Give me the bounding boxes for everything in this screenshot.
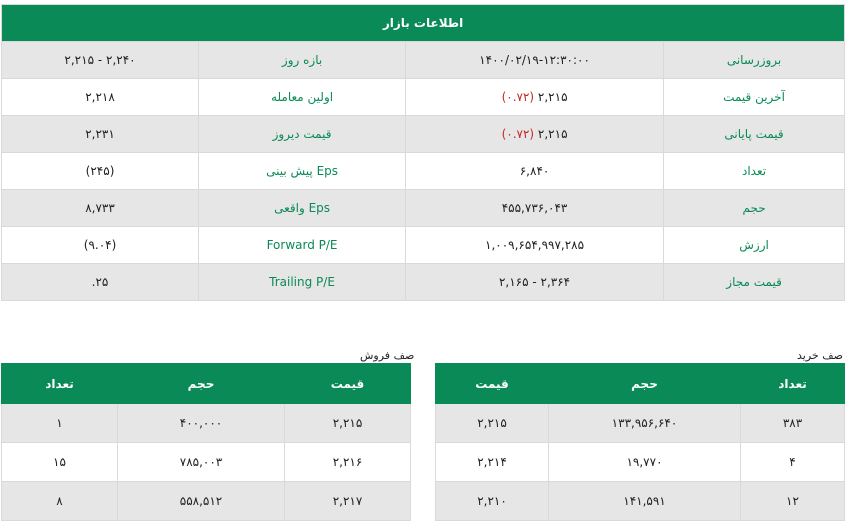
cell-volume: ۱۹,۷۷۰ — [549, 443, 741, 482]
value-eps-actual: ۸,۷۳۳ — [2, 190, 199, 227]
label-value: ارزش — [664, 227, 845, 264]
table-row — [436, 482, 845, 521]
header-price: قیمت — [285, 364, 411, 404]
closing-price-change: (۰.۷۲) — [501, 127, 535, 141]
table-row — [2, 264, 845, 301]
table-row — [2, 443, 411, 482]
label-yesterday-price: قیمت دیروز — [199, 116, 406, 153]
cell-price: ۲,۲۱۵ — [285, 404, 411, 443]
cell-price: ۲,۲۱۵ — [436, 404, 549, 443]
table-row — [2, 116, 845, 153]
cell-price: ۲,۲۱۴ — [436, 443, 549, 482]
market-info-table — [1, 4, 845, 301]
table-row — [2, 404, 411, 443]
market-info-title: اطلاعات بازار — [2, 5, 845, 42]
value-value: ۱,۰۰۹,۶۵۴,۹۹۷,۲۸۵ — [406, 227, 664, 264]
label-trailing-pe: Trailing P/E — [199, 264, 406, 301]
value-allowed-price: ۲,۳۶۴ - ۲,۱۶۵ — [406, 264, 664, 301]
cell-price: ۲,۲۱۶ — [285, 443, 411, 482]
sell-queue-caption: صف فروش — [360, 349, 415, 362]
cell-price: ۲,۲۱۰ — [436, 482, 549, 521]
value-update-time: ۱۴۰۰/۰۲/۱۹-۱۲:۳۰:۰۰ — [406, 42, 664, 79]
value-closing-price: ۲,۲۱۵ (۰.۷۲) — [406, 116, 664, 153]
value-eps-forecast: (۲۴۵) — [2, 153, 199, 190]
buy-queue-caption: صف خرید — [797, 349, 843, 362]
value-first-trade: ۲,۲۱۸ — [2, 79, 199, 116]
cell-count: ۸ — [2, 482, 118, 521]
label-eps-forecast: Eps پیش بینی — [199, 153, 406, 190]
value-trailing-pe: ۲۵. — [2, 264, 199, 301]
value-forward-pe: (۹.۰۴) — [2, 227, 199, 264]
value-day-range: ۲,۲۴۰ - ۲,۲۱۵ — [2, 42, 199, 79]
label-allowed-price: قیمت مجاز — [664, 264, 845, 301]
buy-queue-table — [435, 363, 845, 521]
header-volume: حجم — [118, 364, 285, 404]
table-row — [2, 153, 845, 190]
label-forward-pe: Forward P/E — [199, 227, 406, 264]
value-yesterday-price: ۲,۲۳۱ — [2, 116, 199, 153]
label-first-trade: اولین معامله — [199, 79, 406, 116]
table-row — [2, 227, 845, 264]
table-row — [2, 482, 411, 521]
header-price: قیمت — [436, 364, 549, 404]
cell-volume: ۷۸۵,۰۰۳ — [118, 443, 285, 482]
value-last-price: ۲,۲۱۵ (۰.۷۲) — [406, 79, 664, 116]
last-price-change: (۰.۷۲) — [501, 90, 535, 104]
table-row — [2, 42, 845, 79]
cell-volume: ۱۴۱,۵۹۱ — [549, 482, 741, 521]
table-row — [436, 443, 845, 482]
cell-count: ۱ — [2, 404, 118, 443]
label-closing-price: قیمت پایانی — [664, 116, 845, 153]
cell-price: ۲,۲۱۷ — [285, 482, 411, 521]
label-trade-count: تعداد — [664, 153, 845, 190]
label-day-range: بازه روز — [199, 42, 406, 79]
label-volume: حجم — [664, 190, 845, 227]
value-trade-count: ۶,۸۴۰ — [406, 153, 664, 190]
cell-volume: ۵۵۸,۵۱۲ — [118, 482, 285, 521]
header-volume: حجم — [549, 364, 741, 404]
table-row — [436, 404, 845, 443]
label-update-time: بروزرسانی — [664, 42, 845, 79]
sell-queue-table — [1, 363, 411, 521]
label-last-price: آخرین قیمت — [664, 79, 845, 116]
header-count: تعداد — [741, 364, 845, 404]
cell-volume: ۴۰۰,۰۰۰ — [118, 404, 285, 443]
table-row — [2, 79, 845, 116]
header-count: تعداد — [2, 364, 118, 404]
cell-count: ۴ — [741, 443, 845, 482]
label-eps-actual: Eps واقعی — [199, 190, 406, 227]
cell-volume: ۱۳۳,۹۵۶,۶۴۰ — [549, 404, 741, 443]
cell-count: ۱۵ — [2, 443, 118, 482]
value-volume: ۴۵۵,۷۳۶,۰۴۳ — [406, 190, 664, 227]
cell-count: ۳۸۳ — [741, 404, 845, 443]
table-row — [2, 190, 845, 227]
cell-count: ۱۲ — [741, 482, 845, 521]
